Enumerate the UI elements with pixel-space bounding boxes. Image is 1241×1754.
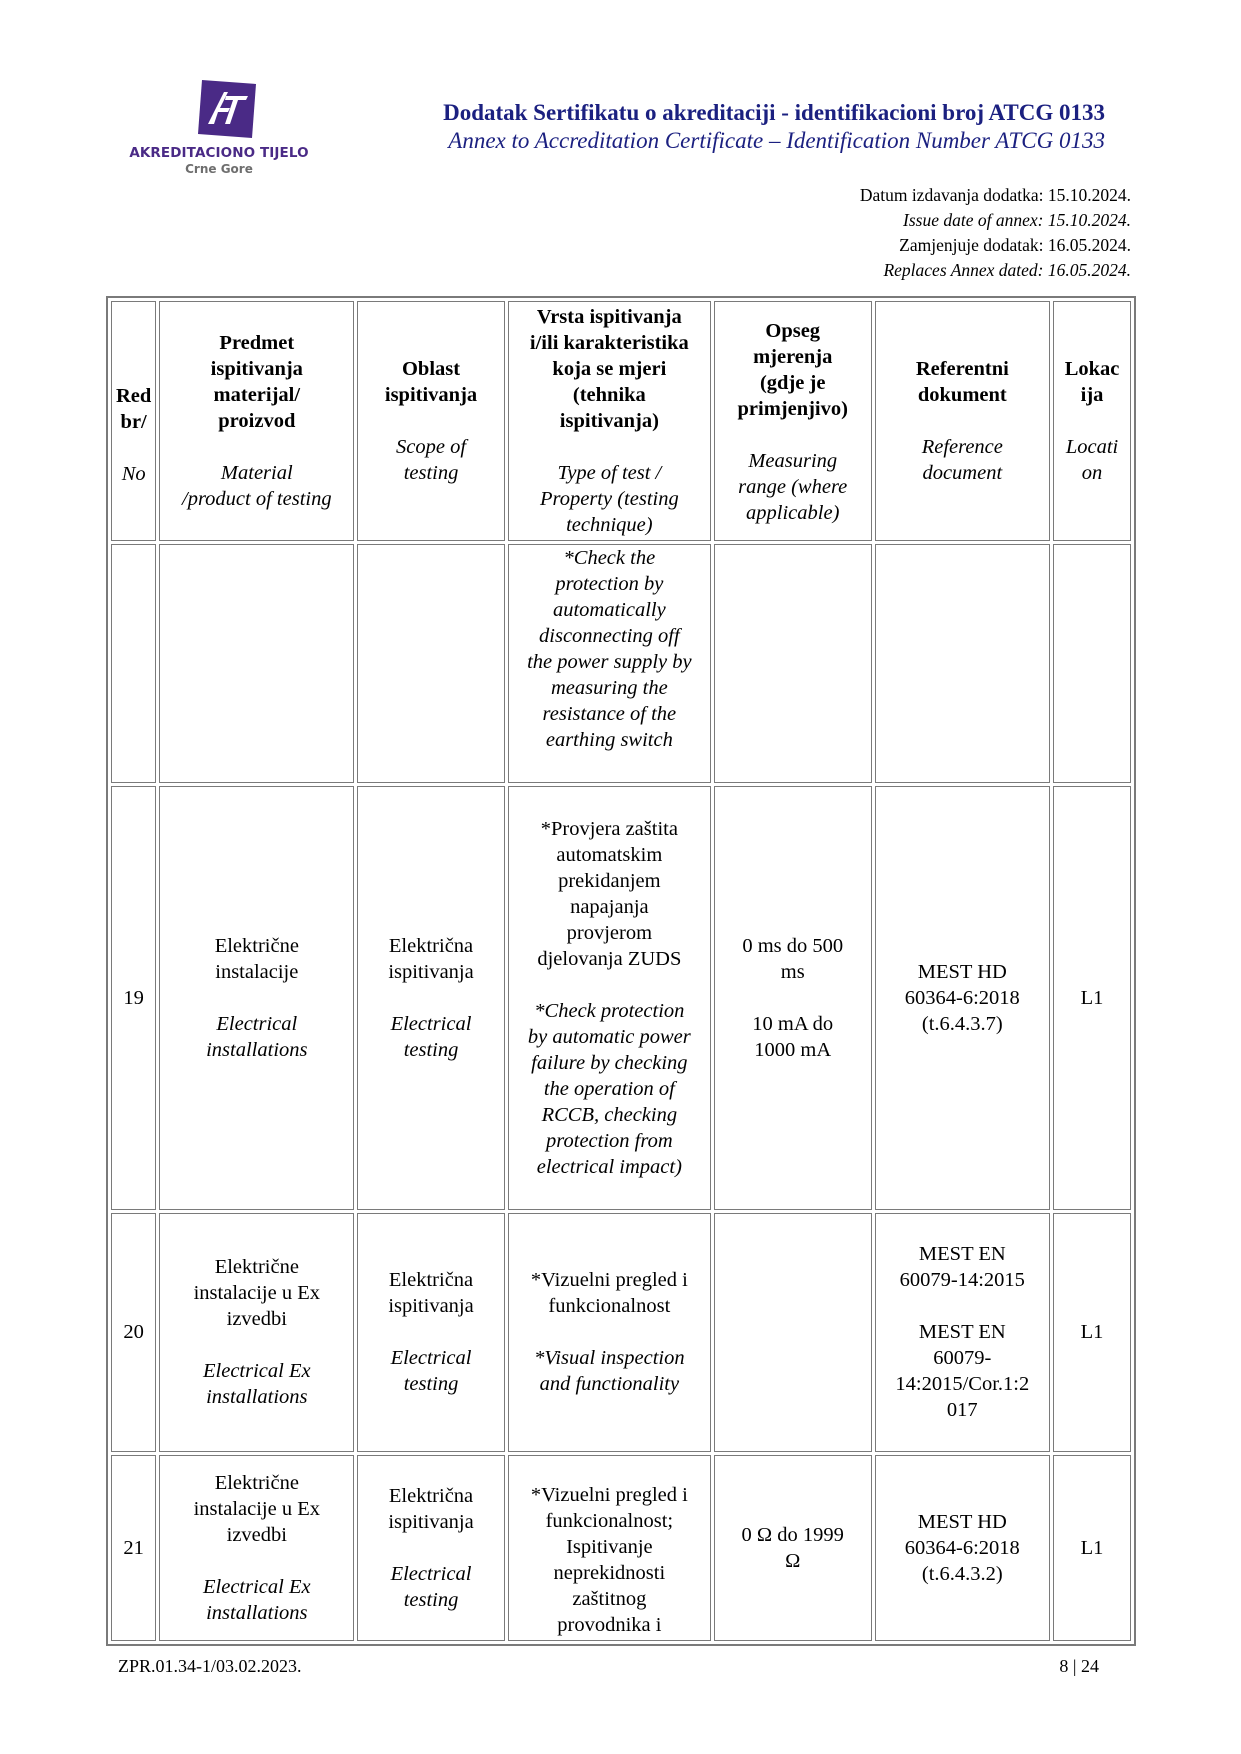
reference-line: 14:2015/Cor.1:2 (895, 1373, 1030, 1396)
material-local-line: izvedbi (226, 1308, 287, 1331)
scope-en-line: Electrical (390, 1347, 472, 1370)
type-local-line: provodnika i (557, 1613, 662, 1636)
cell-material (159, 1213, 354, 1452)
header-range (714, 301, 872, 541)
replaces-date-local: Zamjenjuje dodatak: 16.05.2024. (899, 235, 1131, 255)
cell-scope (357, 1455, 504, 1641)
reference-line: MEST HD (917, 1510, 1007, 1533)
reference-line: 60364-6:2018 (904, 986, 1020, 1009)
reference-line: 60079- (933, 1347, 992, 1370)
reference-line: 60364-6:2018 (904, 1536, 1020, 1559)
type-en-line: *Check the (563, 546, 656, 569)
type-en-line: earthing switch (545, 728, 673, 751)
type-local-line: Ispitivanje (566, 1535, 653, 1558)
material-en-line: installations (206, 1038, 308, 1061)
annex-dates (860, 183, 1131, 283)
material-en-line: installations (206, 1601, 308, 1624)
material-local-line: Električne (214, 934, 299, 957)
header-material-en-2: /product of testing (182, 488, 332, 510)
header-reference-en-2: document (922, 462, 1003, 484)
cell-location: L1 (1053, 1213, 1131, 1452)
header-range-local-3: (gdje je (759, 372, 826, 394)
type-en-line: *Check protection (534, 999, 685, 1022)
header-reference-local-1: Referentni (915, 358, 1009, 380)
header-scope-en-2: testing (403, 462, 459, 484)
logo-subtitle: Crne Gore (185, 162, 253, 176)
cell-no: 20 (111, 1213, 156, 1452)
header-range-local-1: Opseg (765, 320, 821, 342)
header-location-en-1: Locati (1065, 436, 1119, 458)
header-no-local-1: Red (116, 384, 152, 407)
scope-en-line: testing (403, 1373, 459, 1396)
type-en-line: electrical impact) (536, 1155, 682, 1178)
cell-reference (875, 544, 1051, 783)
type-en-line: protection from (546, 1129, 673, 1152)
material-local-line: instalacije u Ex (193, 1497, 320, 1520)
scope-local-line: ispitivanja (388, 1295, 474, 1318)
material-en-line: Electrical (216, 1012, 298, 1035)
header-range-local-2: mjerenja (753, 346, 833, 368)
type-local-line: neprekidnosti (553, 1561, 666, 1584)
cell-type (508, 1213, 711, 1452)
logo-name: AKREDITACIONO TIJELO (129, 145, 309, 161)
cell-type (508, 544, 711, 783)
range-line: 0 Ω do 1999 (741, 1523, 844, 1546)
table-row (111, 544, 1131, 783)
header-location-local-1: Lokac (1064, 358, 1120, 380)
cell-scope (357, 1213, 504, 1452)
header-scope-local-2: ispitivanja (384, 384, 478, 406)
type-en-line: disconnecting off (539, 624, 680, 647)
type-local-line: zaštitnog (572, 1587, 647, 1610)
header-scope (357, 301, 504, 541)
header-scope-en-1: Scope of (396, 436, 467, 458)
cell-range (714, 544, 872, 783)
material-local-line: instalacije (215, 960, 299, 983)
header-type-en-2: Property (testing (539, 488, 679, 510)
cell-reference (875, 1213, 1051, 1452)
reference-line: (t.6.4.3.7) (921, 1012, 1003, 1035)
reference-line: 60079-14:2015 (899, 1269, 1025, 1292)
range-line: ms (780, 960, 805, 983)
cell-no (111, 544, 156, 783)
cell-type (508, 786, 711, 1210)
type-en-line: RCCB, checking (541, 1103, 678, 1126)
type-en-line: *Visual inspection (534, 1347, 685, 1370)
header-type-local-1: Vrsta ispitivanja (536, 306, 682, 328)
header-material (159, 301, 354, 541)
table-row (111, 1213, 1131, 1452)
header-type-local-3: koja se mjeri (552, 358, 667, 380)
header-scope-local-1: Oblast (401, 358, 461, 380)
scope-local-line: Električna (388, 934, 474, 957)
type-local-line: napajanja (570, 895, 649, 918)
header-type-local-5: ispitivanja) (559, 410, 659, 432)
header-type-en-3: technique) (566, 514, 653, 536)
header-reference-local-2: dokument (917, 384, 1007, 406)
material-en-line: installations (206, 1386, 308, 1409)
type-en-line: protection by (555, 572, 664, 595)
type-en-line: and functionality (539, 1373, 680, 1396)
header-reference-en-1: Reference (921, 436, 1003, 458)
scope-en-line: Electrical (390, 1562, 472, 1585)
material-en-line: Electrical Ex (203, 1360, 311, 1383)
reference-line: MEST EN (918, 1243, 1006, 1266)
header-range-en-3: applicable) (746, 502, 840, 524)
scope-en-line: Electrical (390, 1012, 472, 1035)
cell-location: L1 (1053, 1455, 1131, 1641)
type-en-line: by automatic power (527, 1025, 691, 1048)
header-location-en-2: on (1081, 462, 1103, 484)
type-local-line: provjerom (566, 921, 653, 944)
cell-range (714, 1455, 872, 1641)
cell-reference (875, 786, 1051, 1210)
issue-date-local: Datum izdavanja dodatka: 15.10.2024. (859, 185, 1131, 205)
footer-document-code: ZPR.01.34-1/03.02.2023. (118, 1656, 302, 1676)
type-en-line: resistance of the (542, 702, 677, 725)
header-reference (875, 301, 1051, 541)
scope-local-line: ispitivanja (388, 960, 474, 983)
header-no (111, 301, 156, 541)
material-local-line: Električne (214, 1471, 299, 1494)
accreditation-scope-table (106, 296, 1136, 1646)
cell-no: 19 (111, 786, 156, 1210)
reference-line: MEST EN (918, 1321, 1006, 1344)
cell-type (508, 1455, 711, 1641)
type-en-line: the operation of (543, 1077, 675, 1100)
type-en-line: measuring the (550, 676, 668, 699)
table-row (111, 786, 1131, 1210)
header-no-en: No (121, 462, 146, 485)
range-line: 0 ms do 500 (742, 934, 844, 957)
material-local-line: Električne (214, 1256, 299, 1279)
header-type (508, 301, 711, 541)
cell-scope (357, 786, 504, 1210)
range-line: 10 mA do (752, 1012, 834, 1035)
scope-en-line: testing (403, 1588, 459, 1611)
type-en-line: failure by checking (531, 1051, 688, 1074)
scope-local-line: Električna (388, 1484, 474, 1507)
type-local-line: automatskim (556, 843, 663, 866)
type-en-line: the power supply by (527, 650, 692, 673)
material-en-line: Electrical Ex (203, 1575, 311, 1598)
header-material-local-1: Predmet (219, 332, 295, 354)
header-material-local-3: materijal/ (213, 384, 301, 406)
cell-location (1053, 544, 1131, 783)
header-type-en-1: Type of test / (557, 462, 662, 484)
header-material-en-1: Material (220, 462, 293, 484)
header-no-local-2: br/ (120, 410, 147, 433)
table-header-row (111, 301, 1131, 541)
material-local-line: izvedbi (226, 1523, 287, 1546)
cell-material (159, 544, 354, 783)
accreditation-body-logo (124, 78, 314, 180)
replaces-date-english: Replaces Annex dated: 16.05.2024. (883, 260, 1131, 280)
header-range-local-4: primjenjivo) (737, 398, 848, 420)
cell-range (714, 1213, 872, 1452)
scope-en-line: testing (403, 1038, 459, 1061)
type-local-line: *Vizuelni pregled i (530, 1483, 688, 1506)
header-type-local-4: (tehnika (572, 384, 646, 406)
type-local-line: prekidanjem (558, 869, 661, 892)
type-local-line: *Vizuelni pregled i (530, 1269, 688, 1292)
type-local-line: djelovanja ZUDS (537, 947, 682, 970)
header-location-local-2: ija (1080, 384, 1104, 406)
cell-no: 21 (111, 1455, 156, 1641)
reference-line: MEST HD (917, 960, 1007, 983)
cell-scope (357, 544, 504, 783)
header-material-local-2: ispitivanja (210, 358, 303, 380)
logo-at-mark-icon (196, 78, 258, 140)
cell-material (159, 786, 354, 1210)
reference-line: (t.6.4.3.2) (921, 1562, 1003, 1585)
header-range-en-1: Measuring (748, 450, 838, 472)
cell-location: L1 (1053, 786, 1131, 1210)
header-range-en-2: range (where (738, 476, 848, 498)
issue-date-english: Issue date of annex: 15.10.2024. (903, 210, 1131, 230)
document-title-local: Dodatak Sertifikatu o akreditaciji - identifikacioni broj ATCG 0133 (443, 100, 1105, 125)
header-location (1053, 301, 1131, 541)
reference-line: 017 (946, 1399, 978, 1422)
material-local-line: instalacije u Ex (193, 1282, 320, 1305)
cell-reference (875, 1455, 1051, 1641)
footer-page-number: 8 | 24 (1059, 1656, 1099, 1676)
type-local-line: *Provjera zaštita (540, 817, 678, 840)
range-line: Ω (785, 1549, 801, 1572)
header-material-local-4: proizvod (218, 410, 296, 432)
document-title-english: Annex to Accreditation Certificate – Identification Number ATCG 0133 (448, 128, 1105, 153)
table-row (111, 1455, 1131, 1641)
range-line: 1000 mA (754, 1038, 832, 1061)
scope-local-line: ispitivanja (388, 1510, 474, 1533)
cell-range (714, 786, 872, 1210)
scope-local-line: Električna (388, 1269, 474, 1292)
cell-material (159, 1455, 354, 1641)
type-en-line: automatically (552, 598, 666, 621)
header-type-local-2: i/ili karakteristika (529, 332, 689, 354)
type-local-line: funkcionalnost (548, 1295, 671, 1318)
type-local-line: funkcionalnost; (545, 1509, 674, 1532)
